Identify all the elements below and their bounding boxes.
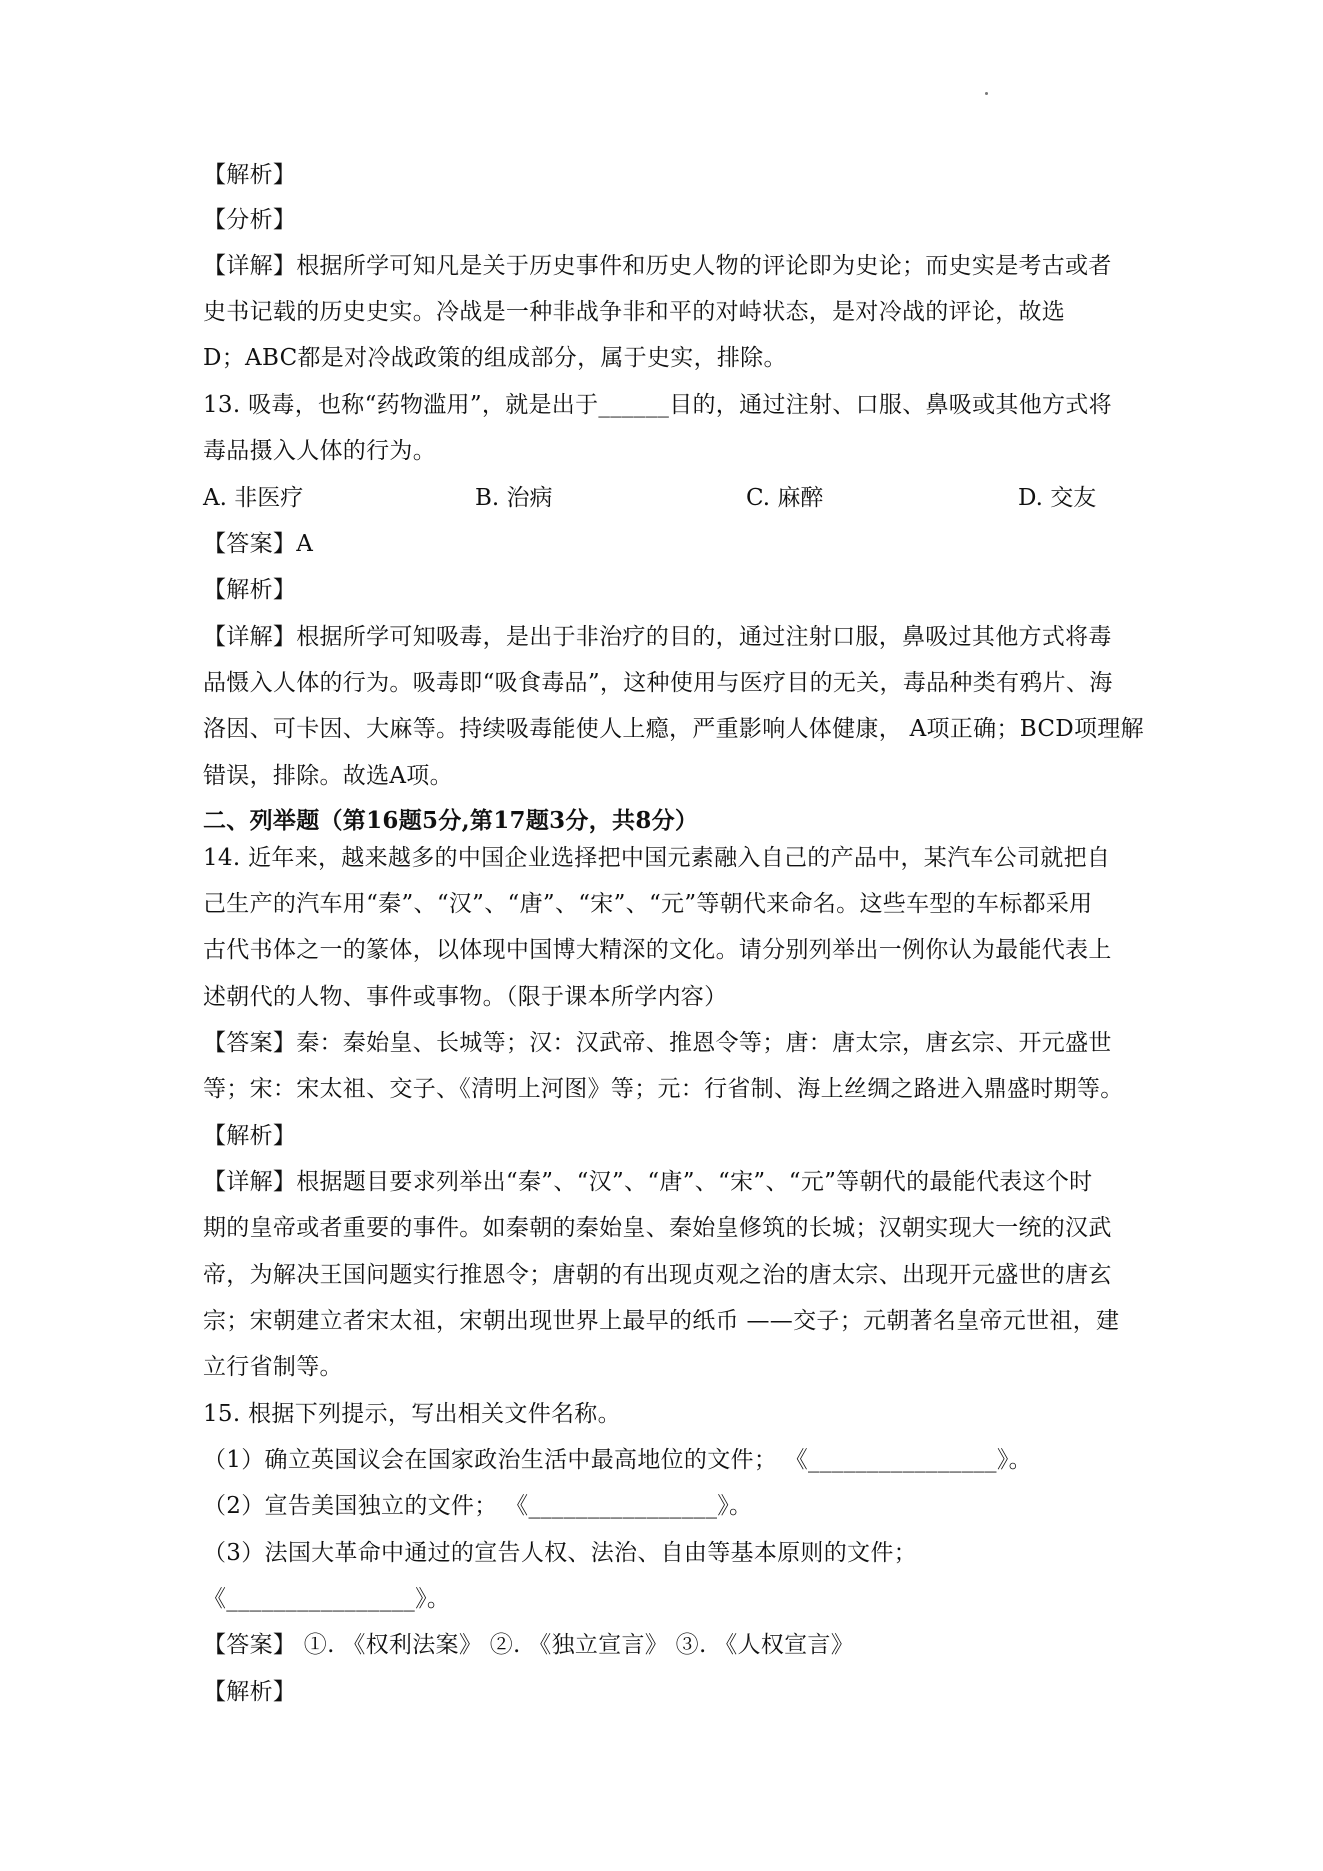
explanation-line: 立行省制等。 [203, 1354, 343, 1380]
option-d: D. 交友 [1018, 485, 1097, 511]
answer-line: 【答案】秦：秦始皇、长城等；汉：汉武帝、推恩令等；唐：唐太宗，唐玄宗、开元盛世 [203, 1030, 1112, 1056]
explanation-line: 【详解】根据题目要求列举出“秦”、“汉”、“唐”、“宋”、“元”等朝代的最能代表这个时 [203, 1169, 1093, 1195]
explanation-line: 洛因、可卡因、大麻等。持续吸毒能使人上瘾，严重影响人体健康， A项正确；BCD项理解 [203, 716, 1144, 742]
explanation-line: 【详解】根据所学可知凡是关于历史事件和历史人物的评论即为史论；而史实是考古或者 [203, 253, 1112, 279]
explanation-line: 品慑入人体的行为。吸毒即“吸食毒品”，这种使用与医疗目的无关，毒品种类有鸦片、海 [203, 670, 1113, 696]
page-mark [985, 92, 988, 95]
analysis-label: 【解析】 [203, 1123, 297, 1149]
question-15-stem: 15. 根据下列提示，写出相关文件名称。 [203, 1401, 621, 1427]
analysis-label: 【解析】 [203, 1679, 297, 1705]
question-13-stem: 13. 吸毒，也称“药物滥用”，就是出于______目的，通过注射、口服、鼻吸或其他方式将 [203, 392, 1112, 418]
analysis-label: 【解析】 [203, 162, 297, 188]
option-a: A. 非医疗 [203, 485, 304, 511]
explanation-line: 帝，为解决王国问题实行推恩令；唐朝的有出现贞观之治的唐太宗、出现开元盛世的唐玄 [203, 1262, 1112, 1288]
option-c: C. 麻醉 [746, 485, 824, 511]
question-15-item: （2）宣告美国独立的文件； 《________________》。 [203, 1493, 753, 1519]
question-14-line: 古代书体之一的篆体，以体现中国博大精深的文化。请分别列举出一例你认为最能代表上 [203, 937, 1112, 963]
explanation-line: 错误，排除。故选A项。 [203, 763, 453, 789]
question-14-line: 述朝代的人物、事件或事物。（限于课本所学内容） [203, 984, 728, 1010]
question-15-item: （1）确立英国议会在国家政治生活中最高地位的文件； 《________________》。 [203, 1447, 1032, 1473]
explanation-line: 期的皇帝或者重要的事件。如秦朝的秦始皇、秦始皇修筑的长城；汉朝实现大一统的汉武 [203, 1215, 1112, 1241]
analysis-label: 【解析】 [203, 577, 297, 603]
explanation-line: 宗；宋朝建立者宋太祖，宋朝出现世界上最早的纸币 ——交子；元朝著名皇帝元世祖，建 [203, 1308, 1120, 1334]
question-14-line: 己生产的汽车用“秦”、“汉”、“唐”、“宋”、“元”等朝代来命名。这些车型的车标都采用 [203, 891, 1093, 917]
explanation-line: 史书记载的历史史实。冷战是一种非战争非和平的对峙状态，是对冷战的评论，故选 [203, 299, 1066, 325]
question-15-item: （3）法国大革命中通过的宣告人权、法治、自由等基本原则的文件； [203, 1540, 917, 1566]
section-heading: 二、列举题（第16题5分,第17题3分，共8分） [203, 807, 699, 834]
explanation-line: D；ABC都是对冷战政策的组成部分，属于史实，排除。 [203, 345, 787, 371]
question-13-stem: 毒品摄入人体的行为。 [203, 438, 436, 464]
answer-line: 【答案】 ①. 《权利法案》 ②. 《独立宣言》 ③. 《人权宣言》 [203, 1632, 854, 1658]
question-14-line: 14. 近年来，越来越多的中国企业选择把中国元素融入自己的产品中，某汽车公司就把自 [203, 845, 1111, 871]
answer-line: 等；宋：宋太祖、交子、《清明上河图》等；元：行省制、海上丝绸之路进入鼎盛时期等。 [203, 1076, 1124, 1102]
explanation-line: 【详解】根据所学可知吸毒，是出于非治疗的目的，通过注射口服，鼻吸过其他方式将毒 [203, 624, 1112, 650]
analysis-sub-label: 【分析】 [203, 207, 297, 233]
answer-line: 【答案】A [203, 531, 314, 557]
question-15-item: 《________________》。 [203, 1586, 451, 1612]
option-b: B. 治病 [475, 485, 553, 511]
